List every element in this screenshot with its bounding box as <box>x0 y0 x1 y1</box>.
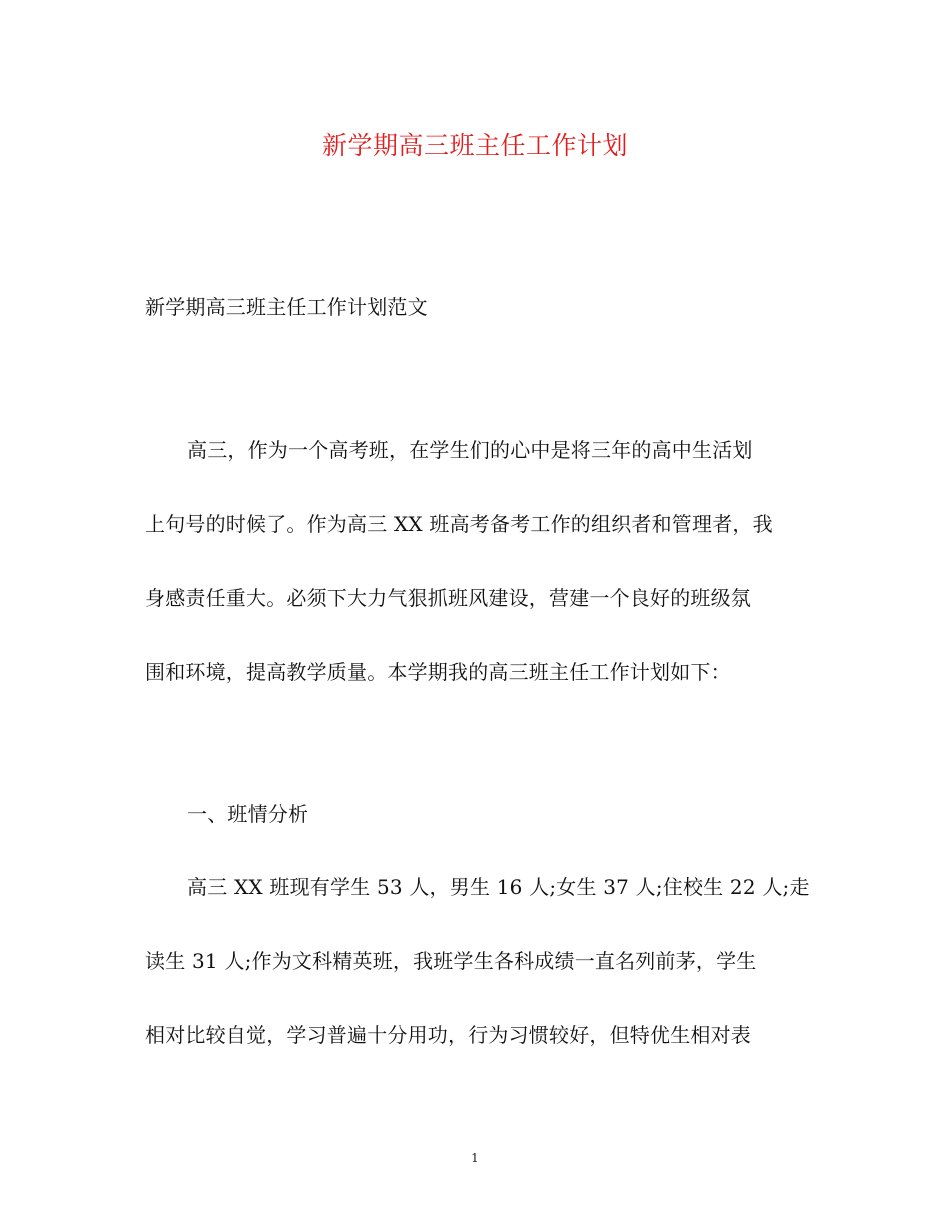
document-subtitle: 新学期高三班主任工作计划范文 <box>145 295 428 319</box>
document-title: 新学期高三班主任工作计划 <box>321 131 628 160</box>
page-number: 1 <box>471 1151 479 1165</box>
section-heading: 一、班情分析 <box>187 802 309 826</box>
paragraph-line: 上句号的时候了。作为高三 XX 班高考备考工作的组织者和管理者，我 <box>145 512 773 536</box>
paragraph-line: 围和环境，提高教学质量。本学期我的高三班主任工作计划如下： <box>145 660 731 684</box>
paragraph-line: 身感责任重大。必须下大力气狠抓班风建设，营建一个良好的班级氛 <box>145 586 751 610</box>
paragraph-line: 相对比较自觉，学习普遍十分用功，行为习惯较好，但特优生相对表 <box>145 1023 751 1047</box>
paragraph-line: 读生 31 人;作为文科精英班，我班学生各科成绩一直名列前茅，学生 <box>145 949 757 973</box>
paragraph-line: 高三 XX 班现有学生 53 人，男生 16 人;女生 37 人;住校生 22 人;走 <box>187 875 810 899</box>
paragraph-line: 高三，作为一个高考班，在学生们的心中是将三年的高中生活划 <box>187 438 753 462</box>
